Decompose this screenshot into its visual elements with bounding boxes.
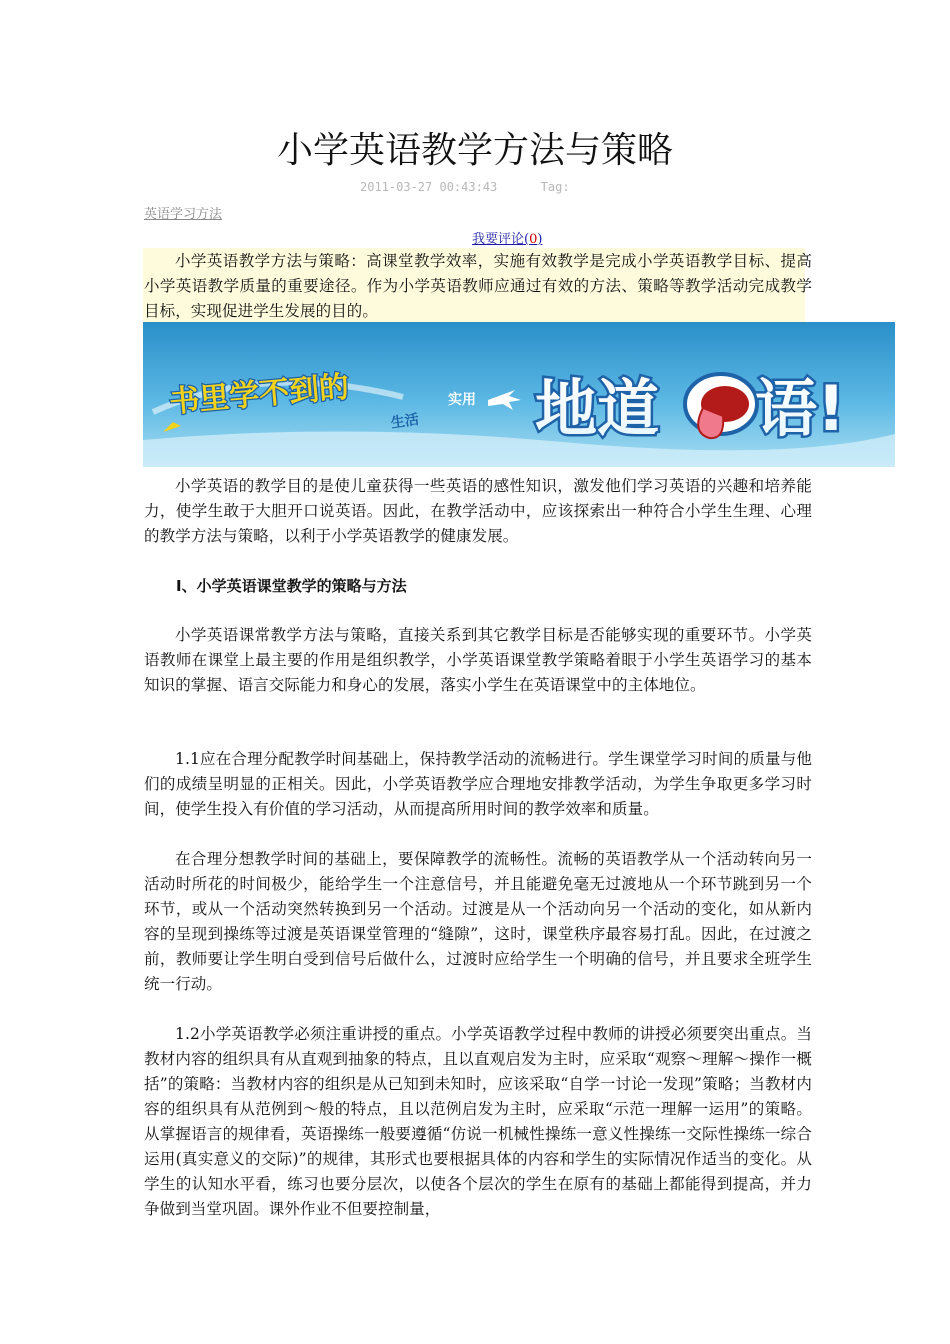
banner-text-main-1: 地道	[535, 372, 660, 445]
tag-label: Tag:	[540, 180, 570, 194]
banner-text-left: 书里学不到的	[168, 369, 351, 421]
comment-link[interactable]	[472, 228, 542, 247]
page-title: 小学英语教学方法与策略	[276, 130, 673, 171]
paragraph-3: 小学英语课常教学方法与策略，直接关系到其它教学目标是否能够实现的重要环节。小学英语教师在课堂上最主要的作用是组织教学，小学英语课堂教学策略着眼于小学生英语学习的基本知识的掌握、语言交际能力和身心的发展，落实小学生在英语课堂中的主体地位。	[144, 626, 812, 694]
comment-count: 0	[529, 232, 538, 247]
section-heading: Ⅰ、小学英语课堂教学的策略与方法	[176, 577, 407, 595]
promo-banner[interactable]	[143, 322, 895, 467]
comment-link-close: )	[537, 232, 543, 247]
paragraph-6: 1.2小学英语教学必须注重讲授的重点。小学英语教学过程中教师的讲授必须要突出重点。当教材内容的组织具有从直观到抽象的特点，且以直观启发为主时，应采取“观察～理解～操作一概括”的策略：当教材内容的组织是从已知到未知时，应该采取“自学一讨论一发现”策略；当教材内容的组织具有从范例到～般的特点，且以范例启发为主时，应采取“示范一理解一运用”的策略。从掌握语言的规律看，英语操练一般要遵循“仿说一机械性操练一意义性操练一交际性操练一综合运用(真实意义的交际)”的规律，其形式也要根据具体的内容和学生的实际情况作适当的变化。从学生的认知水平看，练习也要分层次，以使各个层次的学生在原有的基础上都能得到提高，并力争做到当堂巩固。课外作业不但要控制量，	[144, 1025, 812, 1218]
paragraph-4: 1.1应在合理分配教学时间基础上，保持教学活动的流畅进行。学生课堂学习时间的质量与他们的成绩呈明显的正相关。因此，小学英语教学应合理地安排教学活动，为学生争取更多学习时间，使学生投入有价值的学习活动，从而提高所用时间的教学效率和质量。	[144, 750, 812, 818]
paragraph-2: 小学英语的教学目的是使儿童获得一些英语的感性知识，激发他们学习英语的兴趣和培养能力，使学生敢于大胆开口说英语。因此，在教学活动中，应该探索出一种符合小学生生理、心理的教学方法与策略，以利于小学英语教学的健康发展。	[144, 477, 812, 545]
banner-text-life: 生活	[390, 411, 420, 432]
comment-link-text: 我要评论(	[472, 232, 530, 247]
banner-text-main-2: 语!	[755, 372, 846, 445]
post-datetime: 2011-03-27 00:43:43	[360, 180, 498, 194]
intro-paragraph: 小学英语教学方法与策略：高课堂教学效率，实施有效教学是完成小学英语教学目标、提高小学英语教学质量的重要途径。作为小学英语教师应通过有效的方法、策略等教学活动完成教学目标，实现促进学生发展的目的。	[144, 252, 812, 320]
paragraph-5: 在合理分想教学时间的基础上，要保障教学的流畅性。流畅的英语教学从一个活动转向另一活动时所花的时间极少，能给学生一个注意信号，并且能避免毫无过渡地从一个环节跳到另一个环节，或从一个活动突然转换到另一个活动。过渡是从一个活动向另一个活动的变化，如从新内容的呈现到操练等过渡是英语课堂管理的“缝隙”，这时，课堂秩序最容易打乱。因此，在过渡之前，教师要让学生明白受到信号后做什么，过渡时应给学生一个明确的信号，并且要求全班学生统一行动。	[144, 850, 812, 993]
article-meta	[360, 180, 570, 194]
banner-text-practical: 实用	[448, 392, 476, 408]
category-link[interactable]: 英语学习方法	[144, 207, 223, 222]
